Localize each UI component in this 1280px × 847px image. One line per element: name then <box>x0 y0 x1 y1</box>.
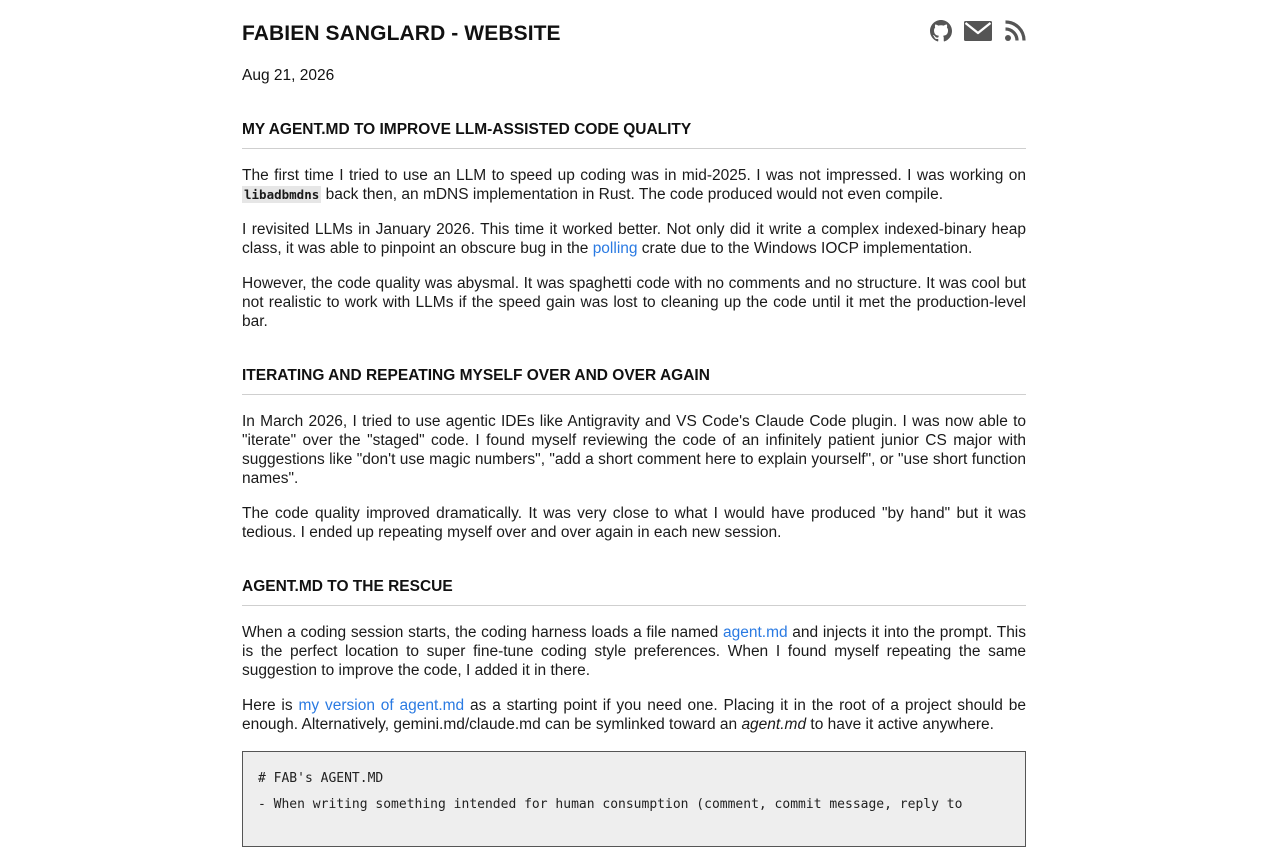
site-header <box>242 0 1026 60</box>
polling-link[interactable]: polling <box>592 240 638 257</box>
agent-md-link[interactable]: agent.md <box>722 624 788 641</box>
code-block[interactable] <box>242 751 1026 847</box>
paragraph: However, the code quality was abysmal. It was spaghetti code with no comments and no structure. It was cool but not realistic to work with LLMs if the speed gain was lost to cleaning up the code until it met the production-level bar. <box>242 275 1026 330</box>
emphasis: agent.md <box>741 716 807 733</box>
inline-code: libadbmdns <box>244 187 320 202</box>
github-icon[interactable] <box>930 20 952 42</box>
post-date: Aug 21, 2026 <box>242 67 335 84</box>
paragraph: In March 2026, I tried to use agentic IDEs like Antigravity and VS Code's Claude Code plugin. I was now able to "iterate" over the "staged" code. I found myself reviewing the code of an infinitely patient junior CS major with suggestions like "don't use magic numbers", "add a short comment here to explain yourself", or "use short function names". <box>242 413 1026 487</box>
paragraph: The code quality improved dramatically. It was very close to what I would have produced "by hand" but it was tedious. I ended up repeating myself over and over again in each new session. <box>242 505 1026 541</box>
code-line: # FAB's AGENT.MD <box>258 771 384 786</box>
paragraph: When a coding session starts, the coding harness loads a file named agent.md and injects it into the prompt. This is the perfect location to super fine-tune coding style preferences. When I found myself repeating the same suggestion to improve the code, I added it in there. <box>242 624 1027 679</box>
paragraph: The first time I tried to use an LLM to speed up coding was in mid-2025. I was not impressed. I was working on libadbmdns back then, an mDNS implementation in Rust. The code produced would not even compile. <box>242 167 1026 203</box>
section-title: MY AGENT.MD TO IMPROVE LLM-ASSISTED CODE QUALITY <box>242 120 1026 149</box>
site-title[interactable]: FABIEN SANGLARD - WEBSITE <box>242 22 561 45</box>
header-icons <box>918 20 1026 42</box>
section-title: ITERATING AND REPEATING MYSELF OVER AND OVER AGAIN <box>242 366 1026 395</box>
article <box>242 120 1026 847</box>
rss-icon[interactable] <box>1004 20 1026 42</box>
section-title: AGENT.MD TO THE RESCUE <box>242 577 1026 606</box>
paragraph: I revisited LLMs in January 2026. This time it worked better. Not only did it write a complex indexed-binary heap class, it was able to pinpoint an obscure bug in the polling crate due to the Windows IOCP implementation. <box>242 221 1026 257</box>
code-line: - When writing something intended for human consumption (comment, commit message, reply to <box>258 797 963 812</box>
paragraph: Here is my version of agent.md as a starting point if you need one. Placing it in the root of a project should be enough. Alternatively, gemini.md/claude.md can be symlinked toward an agent.md to have it active anywhere. <box>242 697 1026 733</box>
mail-icon[interactable] <box>964 20 992 42</box>
page <box>242 0 1027 812</box>
my-agent-md-link[interactable]: my version of agent.md <box>298 697 465 714</box>
